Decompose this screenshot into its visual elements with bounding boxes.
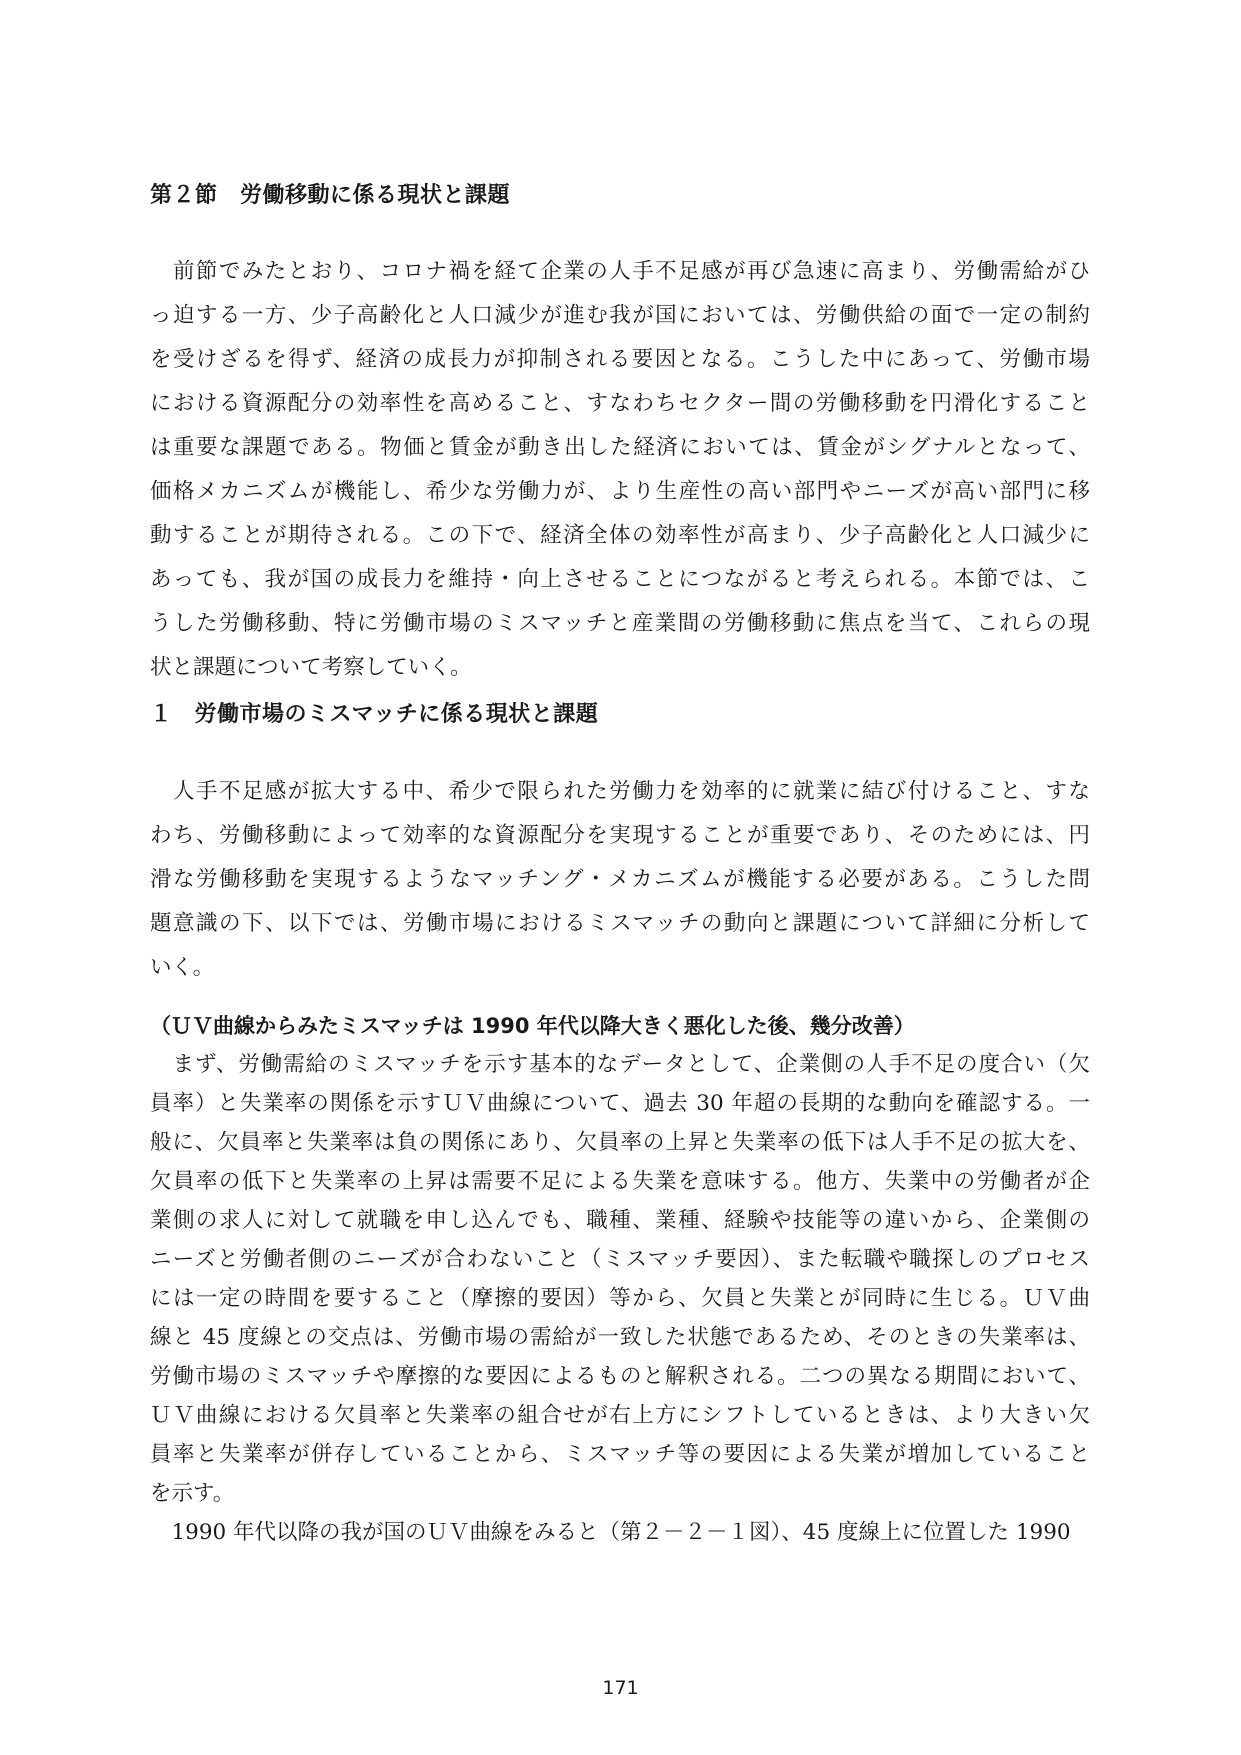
paragraph-line: 状と課題について考察していく。 bbox=[150, 655, 472, 680]
paragraph-line: うした労働移動、特に労働市場のミスマッチと産業間の労働移動に焦点を当て、これらの現 bbox=[150, 611, 1090, 636]
paragraph-line: 業側の求人に対して就職を申し込んでも、職種、業種、経験や技能等の違いから、企業側の bbox=[150, 1208, 1090, 1233]
paragraph-line: ＵＶ曲線における欠員率と失業率の組合せが右上方にシフトしているときは、より大きい欠 bbox=[150, 1403, 1090, 1428]
topic-heading: （ＵＶ曲線からみたミスマッチは 1990 年代以降大きく悪化した後、幾分改善） bbox=[150, 1014, 915, 1038]
paragraph-line: っ迫する一方、少子高齢化と人口減少が進む我が国においては、労働供給の面で一定の制約 bbox=[150, 303, 1090, 328]
paragraph-line: 人手不足感が拡大する中、希少で限られた労働力を効率的に就業に結び付けること、すな bbox=[150, 779, 1090, 804]
paragraph-line: 価格メカニズムが機能し、希少な労働力が、より生産性の高い部門やニーズが高い部門に移 bbox=[150, 479, 1090, 504]
paragraph-line: 線と 45 度線との交点は、労働市場の需給が一致した状態であるため、そのときの失業率は、 bbox=[150, 1325, 1090, 1350]
subsection-title-text: 労働市場のミスマッチに係る現状と課題 bbox=[194, 702, 599, 727]
paragraph-line: 動することが期待される。この下で、経済全体の効率性が高まり、少子高齢化と人口減少に bbox=[150, 523, 1090, 548]
section-title: 第２節 労働移動に係る現状と課題 bbox=[150, 183, 511, 208]
paragraph-line: 題意識の下、以下では、労働市場におけるミスマッチの動向と課題について詳細に分析して bbox=[150, 911, 1090, 936]
paragraph-line: 滑な労働移動を実現するようなマッチング・メカニズムが機能する必要がある。こうした問 bbox=[150, 867, 1090, 892]
paragraph-line: 労働市場のミスマッチや摩擦的な要因によるものと解釈される。二つの異なる期間において、 bbox=[150, 1364, 1090, 1389]
subsection-title bbox=[150, 700, 598, 730]
paragraph-line: 般に、欠員率と失業率は負の関係にあり、欠員率の上昇と失業率の低下は人手不足の拡大を、 bbox=[150, 1130, 1090, 1155]
paragraph-line: を受けざるを得ず、経済の成長力が抑制される要因となる。こうした中にあって、労働市場 bbox=[150, 347, 1090, 372]
paragraph-line: 員率）と失業率の関係を示すＵＶ曲線について、過去 30 年超の長期的な動向を確認する。一 bbox=[150, 1091, 1090, 1116]
paragraph-line: 1990 年代以降の我が国のＵＶ曲線をみると（第２－２－１図）、45 度線上に位置した 1990 bbox=[150, 1520, 1071, 1545]
paragraph-line: における資源配分の効率性を高めること、すなわちセクター間の労働移動を円滑化すること bbox=[150, 391, 1090, 416]
topic-paragraph bbox=[150, 1045, 1090, 1552]
paragraph-line: を示す。 bbox=[150, 1481, 235, 1506]
intro-paragraph bbox=[150, 250, 1090, 690]
paragraph-line: ニーズと労働者側のニーズが合わないこと（ミスマッチ要因）、また転職や職探しのプロセス bbox=[150, 1247, 1090, 1272]
paragraph-line: は重要な課題である。物価と賃金が動き出した経済においては、賃金がシグナルとなって、 bbox=[150, 435, 1090, 460]
paragraph-line: 欠員率の低下と失業率の上昇は需要不足による失業を意味する。他方、失業中の労働者が企 bbox=[150, 1169, 1090, 1194]
subsection-intro-paragraph bbox=[150, 770, 1090, 990]
paragraph-line: わち、労働移動によって効率的な資源配分を実現することが重要であり、そのためには、円 bbox=[150, 823, 1090, 848]
page-number: 171 bbox=[602, 1677, 639, 1699]
paragraph-line: まず、労働需給のミスマッチを示す基本的なデータとして、企業側の人手不足の度合い（欠 bbox=[150, 1052, 1090, 1077]
paragraph-line: 員率と失業率が併存していることから、ミスマッチ等の要因による失業が増加していること bbox=[150, 1442, 1090, 1467]
paragraph-line: 前節でみたとおり、コロナ禍を経て企業の人手不足感が再び急速に高まり、労働需給がひ bbox=[150, 259, 1090, 284]
paragraph-line: あっても、我が国の成長力を維持・向上させることにつながると考えられる。本節では、こ bbox=[150, 567, 1090, 592]
paragraph-line: には一定の時間を要すること（摩擦的要因）等から、欠員と失業とが同時に生じる。ＵＶ曲 bbox=[150, 1286, 1090, 1311]
subsection-number: １ bbox=[150, 702, 173, 727]
paragraph-line: いく。 bbox=[150, 955, 215, 980]
